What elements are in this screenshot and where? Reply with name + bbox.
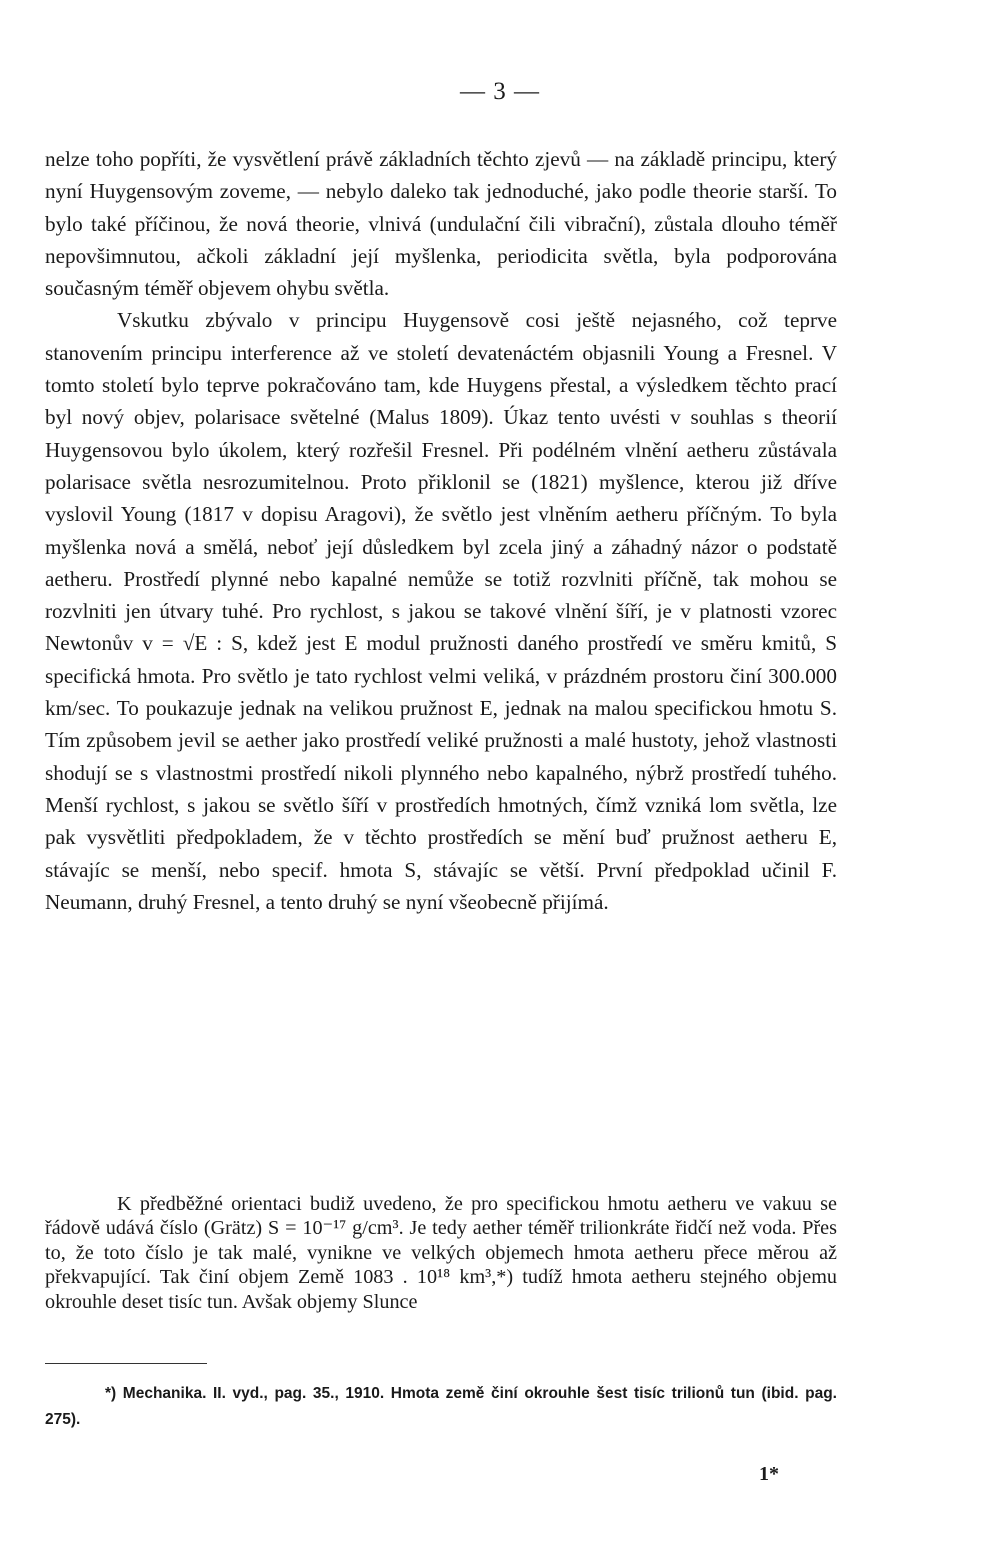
footnote: *) Mechanika. II. vyd., pag. 35., 1910. Hmota země činí okrouhle šest tisíc trilionů tun (ibid. pag. 275). — [45, 1385, 837, 1428]
footnote-divider — [45, 1363, 207, 1364]
paragraph-2: Vskutku zbývalo v principu Huygensově cosi ještě nejasného, což teprve stanovením principu interference až ve století devatenáctém objasnili Young a Fresnel. V tomto století bylo teprve pokračováno tam, kde Huygens přestal, a výsledkem těchto prací byl nový objev, polarisace světelné (Malus 1809). Úkaz tento uvésti v souhlas s theorií Huygensovou bylo úkolem, který rozřešil Fresnel. Při podélném vlnění aetheru zůstávala polarisace světla nesrozumitelnou. Proto přiklonil se (1821) myšlence, kterou již dříve vyslovil Young (1817 v dopisu Aragovi), že světlo jest vlněním aetheru příčným. To byla myšlenka nová a smělá, neboť její důsledkem byl zcela jiný a záhadný názor o podstatě aetheru. Prostředí plynné nebo kapalné nemůže se totiž rozvlniti příčně, tak mohou se rozvlniti jen útvary tuhé. Pro rychlost, s jakou se takové vlnění šíří, je v platnosti vzorec Newtonův v = √E : S, kdež jest E modul pružnosti daného prostředí ve směru kmitů, S specifická hmota. Pro světlo je tato rychlost velmi veliká, v prázdném prostoru činí 300.000 km/sec. To poukazuje jednak na velikou pružnost E, jednak na malou specifickou hmotu S. Tím způsobem jevil se aether jako prostředí veliké pružnosti a malé hustoty, jehož vlastnosti shodují se s vlastnostmi prostředí nikoli plynného nebo kapalného, nýbrž prostředí tuhého. Menší rychlost, s jakou se světlo šíří v prostředích hmotných, čímž vzniká lom světla, lze pak vysvětliti předpokladem, že v těchto prostředích se mění buď pružnost aetheru E, stávajíc se menší, nebo specif. hmota S, stávajíc se větší. První předpoklad učinil F. Neumann, druhý Fresnel, a tento druhý se nyní všeobecně přijímá. — [45, 308, 837, 914]
main-text — [45, 143, 837, 918]
page-number: — 3 — — [460, 78, 540, 105]
signature-mark: 1* — [759, 1463, 779, 1485]
paragraph-1: nelze toho popříti, že vysvětlení právě základních těchto zjevů — na základě principu, který nyní Huygensovým zoveme, — nebylo daleko tak jednoduché, jako podle theorie starší. To bylo také příčinou, že nová theorie, vlnivá (undulační čili vibrační), zůstala dlouho téměř nepovšimnutou, ačkoli základní její myšlenka, periodicita světla, byla podporována současným téměř objevem ohybu světla. — [45, 147, 837, 301]
paragraph-small-print: K předběžné orientaci budiž uvedeno, že pro specifickou hmotu aetheru ve vakuu se řádově udává číslo (Grätz) S = 10⁻¹⁷ g/cm³. Je tedy aether téměř trilionkráte řidčí než voda. Přes to, že toto číslo je tak malé, vynikne ve velkých objemech hmota aetheru přece měrou až překvapující. Tak činí objem Země 1083 . 10¹⁸ km³,*) tudíž hmota aetheru stejného objemu okrouhle deset tisíc tun. Avšak objemy Slunce — [45, 1193, 837, 1313]
